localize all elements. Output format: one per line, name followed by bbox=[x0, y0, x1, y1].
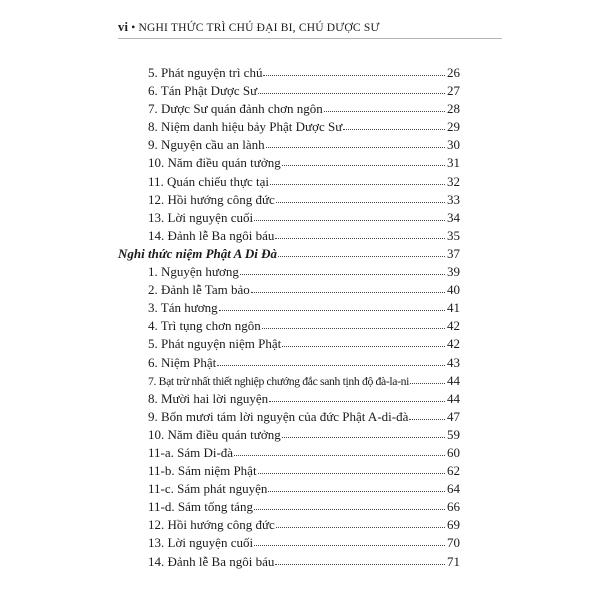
header-rule bbox=[118, 38, 502, 39]
toc-entry-label: 10. Năm điều quán tưởng bbox=[148, 426, 281, 442]
toc-dot-leader bbox=[262, 316, 445, 329]
toc-page-number: 35 bbox=[447, 227, 460, 243]
toc-entry-label: 13. Lời nguyện cuối bbox=[148, 535, 254, 551]
toc-row bbox=[118, 136, 460, 154]
toc-page-number: 37 bbox=[447, 245, 460, 261]
toc-page-number: 44 bbox=[447, 372, 460, 388]
toc-dot-leader bbox=[275, 226, 445, 239]
toc-dot-leader bbox=[276, 190, 445, 203]
toc-dot-leader bbox=[278, 244, 445, 257]
toc-page-number: 70 bbox=[447, 535, 460, 551]
toc-dot-leader bbox=[240, 262, 445, 275]
toc-row bbox=[118, 372, 460, 390]
toc-row bbox=[118, 154, 460, 172]
toc-entry-label: 3. Tán hương bbox=[148, 300, 218, 316]
toc-dot-leader bbox=[217, 353, 445, 366]
toc-dot-leader bbox=[324, 99, 445, 112]
toc-section-row bbox=[118, 245, 460, 263]
toc-page-number: 31 bbox=[447, 155, 460, 171]
toc-row bbox=[118, 173, 460, 191]
toc-page-number: 42 bbox=[447, 336, 460, 352]
toc-dot-leader bbox=[268, 479, 445, 492]
toc-entry-label: 9. Nguyện cầu an lành bbox=[148, 137, 265, 153]
toc-row bbox=[118, 191, 460, 209]
toc-page-number: 43 bbox=[447, 354, 460, 370]
toc-dot-leader bbox=[251, 280, 445, 293]
toc-entry-label: 5. Phát nguyện niệm Phật bbox=[148, 336, 282, 352]
toc-page-number: 40 bbox=[447, 282, 460, 298]
toc-dot-leader bbox=[270, 172, 445, 185]
toc-row bbox=[118, 462, 460, 480]
toc-entry-label: 9. Bốn mươi tám lời nguyện của đức Phật A-di-đà bbox=[148, 408, 409, 424]
toc-row bbox=[118, 480, 460, 498]
toc-row bbox=[118, 299, 460, 317]
toc-dot-leader bbox=[269, 389, 445, 402]
toc-page-number: 30 bbox=[447, 137, 460, 153]
toc-entry-label: 10. Năm điều quán tưởng bbox=[148, 155, 281, 171]
toc-entry-label: 8. Mười hai lời nguyện bbox=[148, 390, 269, 406]
running-header bbox=[118, 20, 500, 35]
toc-row bbox=[118, 444, 460, 462]
toc-entry-label: 1. Nguyện hương bbox=[148, 264, 239, 280]
toc-page-number: 34 bbox=[447, 209, 460, 225]
toc-entry-label: 11-a. Sám Di-đà bbox=[148, 444, 234, 460]
toc-dot-leader bbox=[282, 153, 445, 166]
toc-page-number: 26 bbox=[447, 65, 460, 80]
toc-page-number: 32 bbox=[447, 173, 460, 189]
toc-row bbox=[118, 82, 460, 100]
toc-row bbox=[118, 64, 460, 82]
toc-entry-label: 11. Quán chiếu thực tại bbox=[148, 173, 269, 189]
toc-row bbox=[118, 498, 460, 516]
toc-row bbox=[118, 281, 460, 299]
toc-page-number: 59 bbox=[447, 426, 460, 442]
toc-entry-label: 11-c. Sám phát nguyện bbox=[148, 481, 268, 497]
toc-dot-leader bbox=[263, 63, 445, 76]
header-separator: • bbox=[131, 22, 136, 34]
toc-dot-leader bbox=[254, 497, 445, 510]
toc-dot-leader bbox=[258, 81, 445, 94]
toc-entry-label: 11-b. Sám niệm Phật bbox=[148, 463, 257, 479]
toc-row bbox=[118, 534, 460, 552]
toc-entry-label: 8. Niệm danh hiệu bảy Phật Dược Sư bbox=[148, 119, 343, 135]
toc-page-number: 39 bbox=[447, 264, 460, 280]
toc-page-number: 71 bbox=[447, 553, 460, 569]
toc-entry-label: 4. Trì tụng chơn ngôn bbox=[148, 318, 261, 334]
toc-dot-leader bbox=[409, 407, 445, 420]
toc-dot-leader bbox=[219, 298, 445, 311]
toc-page-number: 69 bbox=[447, 517, 460, 533]
toc-dot-leader bbox=[258, 461, 445, 474]
toc-row bbox=[118, 408, 460, 426]
toc-entry-label: 11-d. Sám tống táng bbox=[148, 499, 253, 515]
toc-entry-label: 7. Dược Sư quán đảnh chơn ngôn bbox=[148, 101, 323, 117]
toc-dot-leader bbox=[266, 135, 445, 148]
toc-dot-leader bbox=[254, 208, 445, 221]
toc-entry-label: Nghi thức niệm Phật A Di Đà bbox=[118, 245, 277, 261]
toc-page-number: 62 bbox=[447, 463, 460, 479]
toc-dot-leader bbox=[234, 443, 445, 456]
toc-row bbox=[118, 335, 460, 353]
toc-entry-label: 12. Hồi hướng công đức bbox=[148, 517, 275, 533]
toc-row bbox=[118, 426, 460, 444]
toc-entry-label: 14. Đảnh lễ Ba ngôi báu bbox=[148, 553, 275, 569]
toc-entry-label: 5. Phát nguyện trì chú bbox=[148, 65, 263, 80]
toc-dot-leader bbox=[275, 552, 445, 565]
toc-entry-label: 6. Tán Phật Dược Sư bbox=[148, 83, 258, 99]
toc-dot-leader bbox=[410, 371, 445, 384]
toc-row bbox=[118, 553, 460, 571]
toc-dot-leader bbox=[254, 533, 445, 546]
toc-page-number: 47 bbox=[447, 408, 460, 424]
toc-dot-leader bbox=[282, 334, 445, 347]
toc-dot-leader bbox=[343, 117, 445, 130]
header-page-number: vi bbox=[118, 20, 129, 34]
toc-page-number: 66 bbox=[447, 499, 460, 515]
toc-row bbox=[118, 354, 460, 372]
toc-entry-label: 2. Đảnh lễ Tam bảo bbox=[148, 282, 250, 298]
toc-page-number: 33 bbox=[447, 191, 460, 207]
toc-entry-label: 7. Bạt trừ nhất thiết nghiệp chướng đắc sanh tịnh độ đà-la-ni bbox=[148, 374, 410, 388]
toc-page-number: 44 bbox=[447, 390, 460, 406]
toc-row bbox=[118, 317, 460, 335]
toc-row bbox=[118, 100, 460, 118]
toc-page-number: 27 bbox=[447, 83, 460, 99]
header-title: NGHI THỨC TRÌ CHÚ ĐẠI BI, CHÚ DƯỢC SƯ bbox=[138, 22, 380, 34]
toc-entry-label: 14. Đảnh lễ Ba ngôi báu bbox=[148, 227, 275, 243]
toc-entry-label: 6. Niệm Phật bbox=[148, 354, 217, 370]
toc-page-number: 64 bbox=[447, 481, 460, 497]
toc-page-number: 29 bbox=[447, 119, 460, 135]
toc-row bbox=[118, 263, 460, 281]
toc-dot-leader bbox=[282, 425, 445, 438]
toc-row bbox=[118, 516, 460, 534]
toc-entry-label: 13. Lời nguyện cuối bbox=[148, 209, 254, 225]
toc-page-number: 41 bbox=[447, 300, 460, 316]
toc-page-number: 28 bbox=[447, 101, 460, 117]
toc-page-number: 60 bbox=[447, 444, 460, 460]
toc-row bbox=[118, 209, 460, 227]
table-of-contents bbox=[118, 64, 460, 571]
toc-entry-label: 12. Hồi hướng công đức bbox=[148, 191, 275, 207]
toc-row bbox=[118, 390, 460, 408]
toc-row bbox=[118, 118, 460, 136]
toc-row bbox=[118, 227, 460, 245]
toc-page-number: 42 bbox=[447, 318, 460, 334]
toc-dot-leader bbox=[276, 515, 445, 528]
